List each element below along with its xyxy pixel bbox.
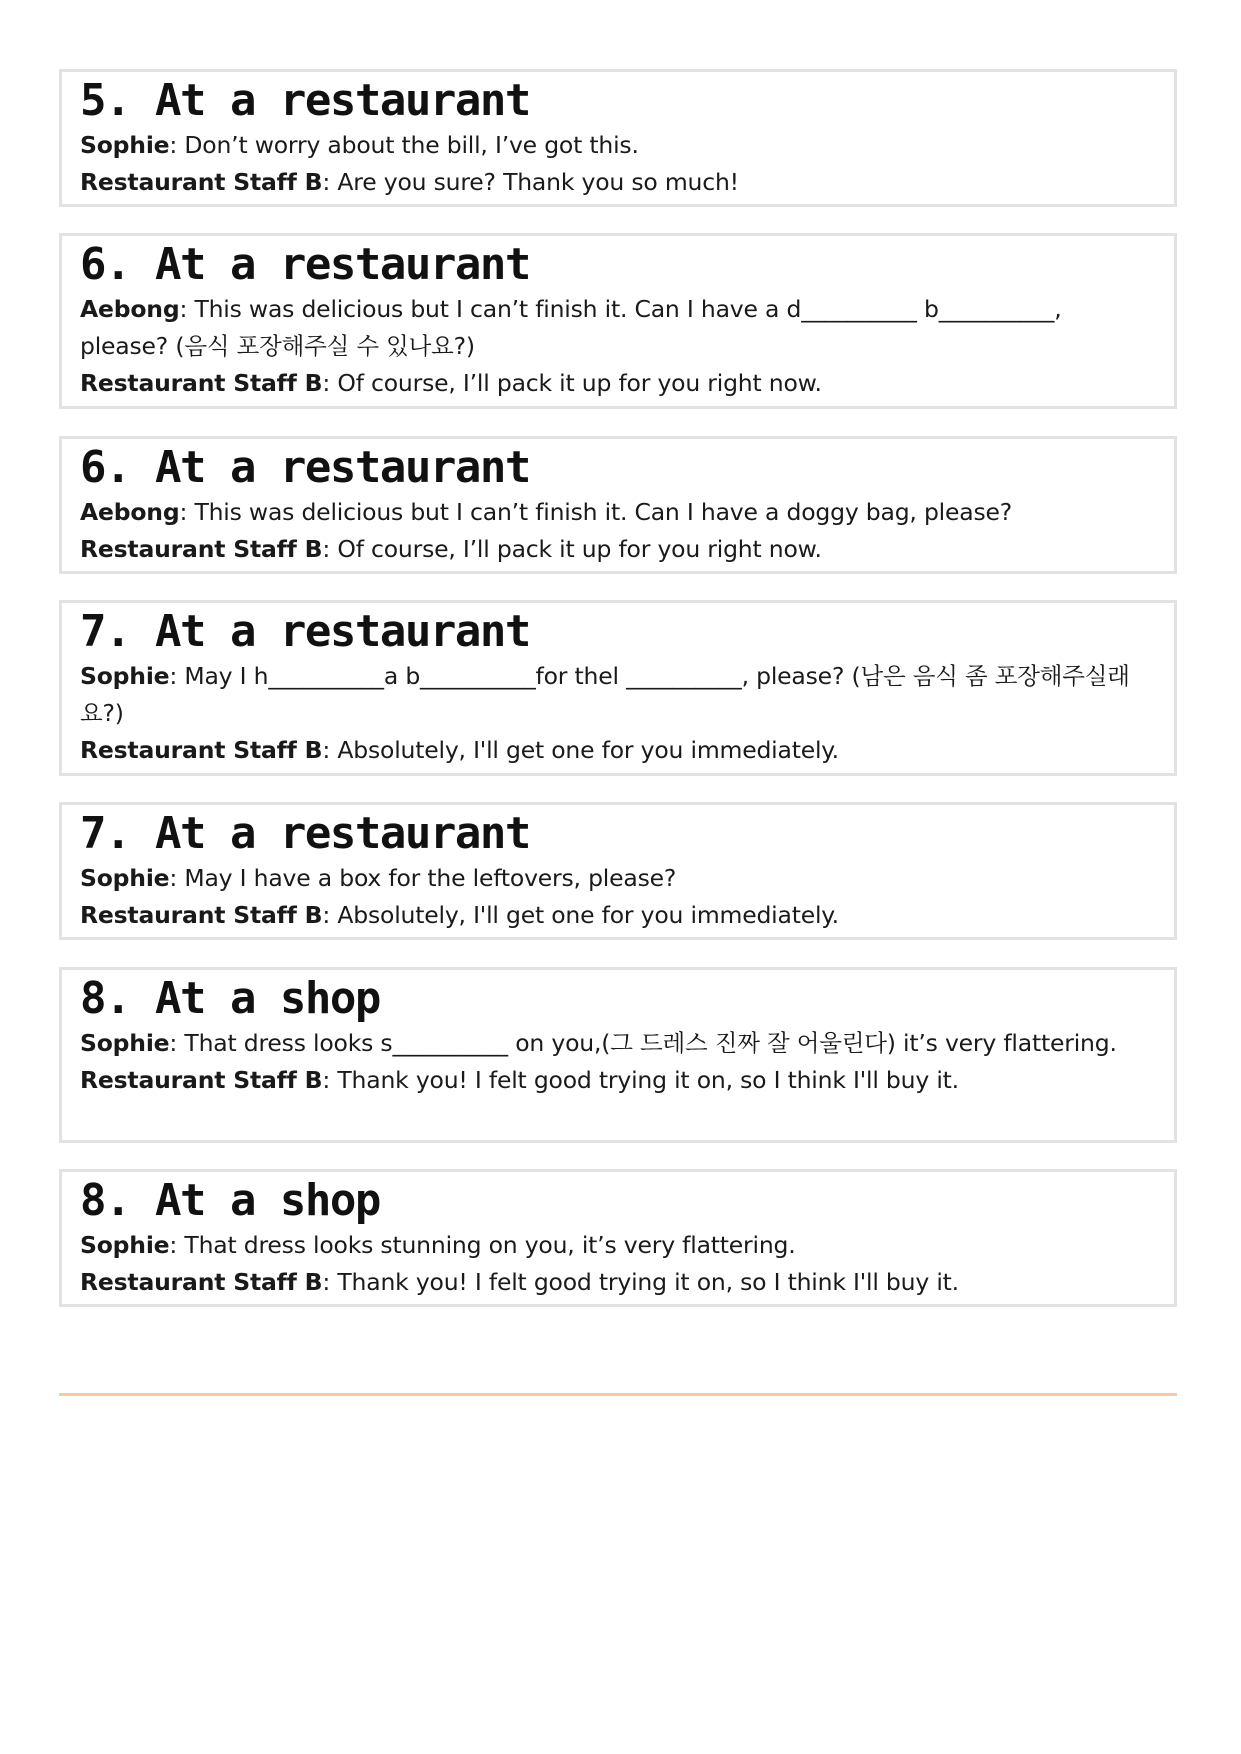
speaker-name: Sophie — [80, 1231, 170, 1259]
line-text: : This was delicious but I can’t finish it. Can I have a doggy bag, please? — [179, 498, 1013, 526]
dialogue-card-8-blank — [59, 967, 1177, 1143]
dialogue-line — [80, 494, 1156, 531]
dialogue-card-6-answer — [59, 436, 1177, 574]
line-text: : May I h__________a b__________for thel __________, please? (남은 음식 좀 포장해주실래요?) — [80, 662, 1130, 727]
dialogue-line — [80, 127, 1156, 164]
line-text: : Don’t worry about the bill, I’ve got this. — [169, 131, 639, 159]
line-text: : Thank you! I felt good trying it on, so I think I'll buy it. — [322, 1066, 959, 1094]
card-title: 7. At a restaurant — [80, 808, 530, 859]
line-text: : This was delicious but I can’t finish it. Can I have a d__________ b__________, please? (음식 포장해주실 수 있나요?) — [80, 295, 1062, 360]
speaker-name: Sophie — [80, 662, 170, 690]
line-text: : Absolutely, I'll get one for you immediately. — [322, 901, 839, 929]
speaker-name: Aebong — [80, 295, 180, 323]
speaker-name: Restaurant Staff B — [80, 168, 323, 196]
card-title: 5. At a restaurant — [80, 75, 530, 126]
dialogue-line — [80, 365, 1156, 402]
dialogue-card-7-answer — [59, 802, 1177, 940]
line-text: : Are you sure? Thank you so much! — [322, 168, 739, 196]
speaker-name: Sophie — [80, 1029, 170, 1057]
speaker-name: Restaurant Staff B — [80, 369, 323, 397]
dialogue-card-8-answer — [59, 1169, 1177, 1307]
line-text: : Thank you! I felt good trying it on, so I think I'll buy it. — [322, 1268, 959, 1296]
speaker-name: Restaurant Staff B — [80, 535, 323, 563]
line-text: : May I have a box for the leftovers, please? — [169, 864, 677, 892]
speaker-name: Restaurant Staff B — [80, 1066, 323, 1094]
dialogue-card-6-blank — [59, 233, 1177, 409]
dialogue-line — [80, 1025, 1156, 1062]
dialogue-line — [80, 1264, 1156, 1301]
dialogue-line — [80, 658, 1156, 732]
speaker-name: Restaurant Staff B — [80, 901, 323, 929]
dialogue-card-7-blank — [59, 600, 1177, 776]
card-title: 6. At a restaurant — [80, 239, 530, 290]
line-text: : That dress looks stunning on you, it’s very flattering. — [169, 1231, 796, 1259]
speaker-name: Aebong — [80, 498, 180, 526]
dialogue-line — [80, 1227, 1156, 1264]
speaker-name: Sophie — [80, 864, 170, 892]
dialogue-line — [80, 531, 1156, 568]
line-text: : Of course, I’ll pack it up for you right now. — [322, 535, 822, 563]
speaker-name: Sophie — [80, 131, 170, 159]
dialogue-line — [80, 897, 1156, 934]
dialogue-card-5 — [59, 69, 1177, 207]
card-title: 8. At a shop — [80, 1175, 380, 1226]
card-title: 7. At a restaurant — [80, 606, 530, 657]
dialogue-line — [80, 732, 1156, 769]
card-title: 8. At a shop — [80, 973, 380, 1024]
card-title: 6. At a restaurant — [80, 442, 530, 493]
orange-divider — [59, 1393, 1177, 1396]
line-text: : Of course, I’ll pack it up for you right now. — [322, 369, 822, 397]
line-text: : That dress looks s__________ on you,(그 드레스 진짜 잘 어울린다) it’s very flattering. — [169, 1029, 1117, 1057]
dialogue-line — [80, 291, 1156, 365]
dialogue-line — [80, 1062, 1156, 1099]
dialogue-line — [80, 860, 1156, 897]
speaker-name: Restaurant Staff B — [80, 1268, 323, 1296]
dialogue-line — [80, 164, 1156, 201]
line-text: : Absolutely, I'll get one for you immediately. — [322, 736, 839, 764]
speaker-name: Restaurant Staff B — [80, 736, 323, 764]
